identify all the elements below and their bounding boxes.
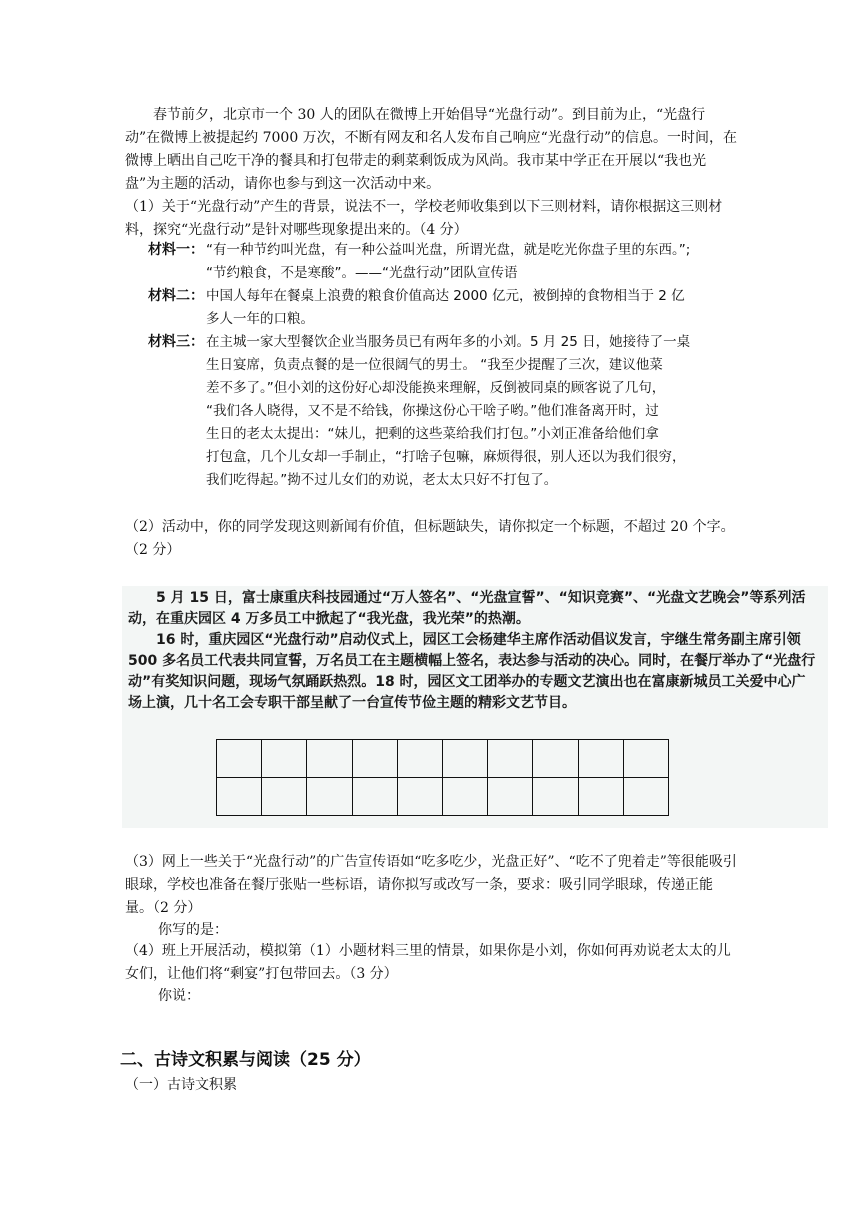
question-3-answer-prompt: 你写的是：: [158, 922, 228, 938]
title-answer-grid[interactable]: [216, 739, 669, 816]
intro-paragraph: 春节前夕，北京市一个 30 人的团队在微博上开始倡导“光盘行动”。到目前为止，“光盘行动”在微博上被提起约 7000 万次，不断有网友和名人发布自己响应“光盘行动”的信息。一时间，在微博上晒出自己吃干净的餐具和打包带走的剩菜剩饭成为风尚。我市某中学正在开展以“我也光盘”为主题的活动，请你也参与到这一次活动中来。: [125, 107, 737, 192]
material-3-label: 材料三：: [148, 334, 204, 350]
section-subheading: （一）古诗文积累: [125, 1077, 237, 1093]
material-2-label: 材料二：: [148, 288, 204, 304]
news-paragraph-1: 5 月 15 日，富士康重庆科技园通过“万人签名”、“光盘宣誓”、“知识竞赛”、“光盘文艺晚会”等系列活动，在重庆园区 4 万多员工中掀起了“我光盘，我光荣”的热潮。: [128, 590, 806, 627]
material-1-text: “有一种节约叫光盘，有一种公益叫光盘，所谓光盘，就是吃光你盘子里的东西。”; “节约粮食，不是寒酸”。——“光盘行动”团队宣传语: [206, 242, 691, 281]
material-1-label: 材料一：: [148, 242, 204, 258]
question-2: （2）活动中，你的同学发现这则新闻有价值，但标题缺失，请你拟定一个标题，不超过 20 个字。（2 分）: [125, 519, 735, 558]
section-heading: 二、古诗文积累与阅读（25 分）: [120, 1050, 371, 1070]
question-4-answer-prompt: 你说：: [158, 988, 200, 1004]
question-3: （3）网上一些关于“光盘行动”的广告宣传语如“吃多吃少，光盘正好”、“吃不了兜着走”等很能吸引眼球，学校也准备在餐厅张贴一些标语，请你拟写或改写一条，要求：吸引同学眼球，传递正能量。（2 分）: [125, 854, 737, 916]
news-paragraph-2: 16 时，重庆园区“光盘行动”启动仪式上，园区工会杨建华主席作活动倡议发言，宇继生常务副主席引领 500 多名员工代表共同宣誓，万名员工在主题横幅上签名，表达参与活动的决心。同时，在餐厅举办了“光盘行动”有奖知识问题，现场气氛踊跃热烈。18 时，园区文工团举办的专题文艺演出也在富康新城员工关爱中心广场上演，几十名工会专职干部呈献了一台宣传节俭主题的精彩文艺节目。: [128, 632, 816, 711]
question-4: （4）班上开展活动，模拟第（1）小题材料三里的情景，如果你是小刘，你如何再劝说老太太的儿女们，让他们将“剩宴”打包带回去。（3 分）: [125, 943, 731, 982]
material-3-text: 在主城一家大型餐饮企业当服务员已有两年多的小刘。5 月 25 日，她接待了一桌 生日宴席，负责点餐的是一位很阔气的男士。 “我至少提醒了三次，建议他菜 差不多了。”但小刘的这份好心却没能换来理解，反倒被同桌的顾客说了几句， “我们各人晓得，又不是不给钱，你操这份心干啥子哟。”他们准备离开时，过 生日的老太太提出：“妹儿，把剩的这些菜给我们打包。”小刘正准备给他们拿 打包盒，几个儿女却一手制止，“打啥子包嘛，麻烦得很，别人还以为我们很穷， 我们吃得起。”拗不过儿女们的劝说，老太太只好不打包了。: [206, 334, 691, 488]
material-2-text: 中国人每年在餐桌上浪费的粮食价值高达 2000 亿元，被倒掉的食物相当于 2 亿 多人一年的口粮。: [206, 288, 685, 327]
question-1: （1）关于“光盘行动”产生的背景，说法不一，学校老师收集到以下三则材料，请你根据这三则材料，探究“光盘行动”是针对哪些现象提出来的。（4 分）: [125, 199, 723, 238]
